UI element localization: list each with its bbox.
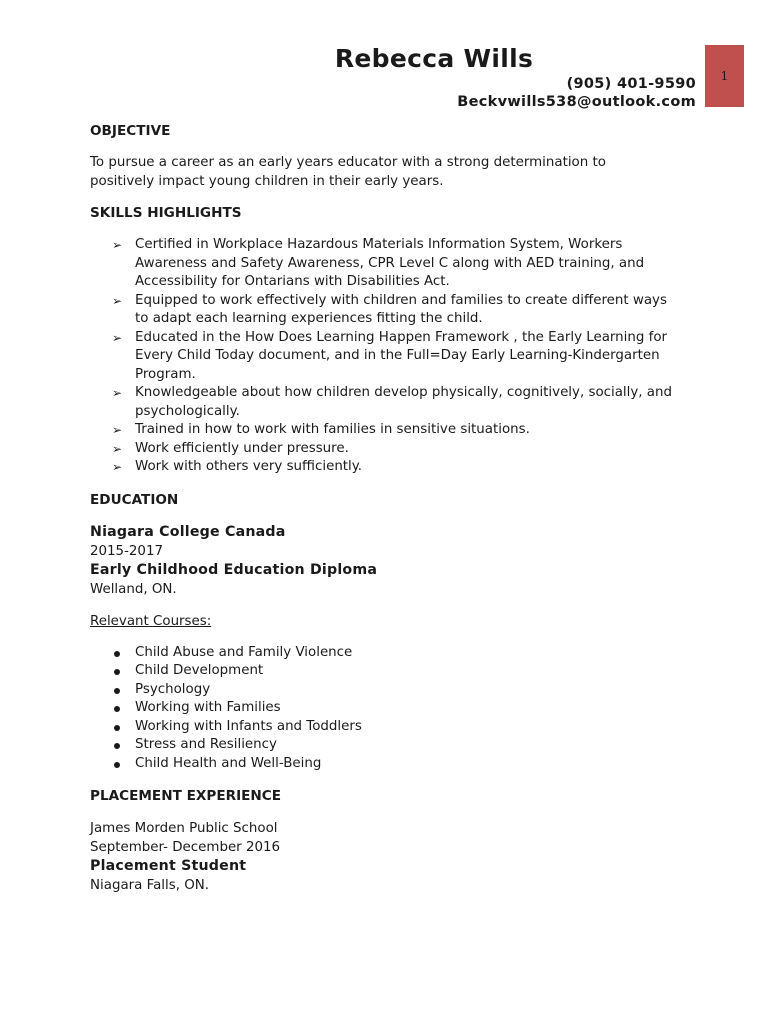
placement-dates: September- December 2016 (90, 840, 281, 855)
resume-body (90, 122, 680, 895)
course-item: Working with Infants and Toddlers (90, 718, 680, 737)
disc-bullet-icon (114, 669, 120, 675)
disc-bullet-icon (114, 651, 120, 657)
arrow-bullet-icon: ➢ (112, 441, 123, 456)
disc-bullet-icon (114, 743, 120, 749)
placement-location: Niagara Falls, ON. (90, 878, 210, 893)
relevant-courses-label: Relevant Courses: (90, 613, 212, 629)
skills-heading: SKILLS HIGHLIGHTS (90, 205, 242, 221)
arrow-bullet-icon: ➢ (112, 330, 123, 345)
arrow-bullet-icon: ➢ (112, 386, 123, 400)
education-location: Welland, ON. (90, 581, 177, 597)
disc-bullet-icon (114, 706, 120, 712)
arrow-bullet-icon: ➢ (112, 460, 123, 474)
skill-item: ➢ Work efficiently under pressure. (90, 440, 680, 459)
skill-item: ➢ Work with others very sufficiently. (90, 458, 680, 477)
disc-bullet-icon (114, 688, 120, 694)
objective-line: To pursue a career as an early years educator with a strong determination to (90, 155, 606, 170)
course-item: Child Health and Well-Being (90, 755, 680, 774)
skill-item: ➢ Certified in Workplace Hazardous Materials Information System, Workers Awareness and Safety Awareness, CPR Level C along with AED training, and Accessibility for Ontarians with Disabilities Act. (112, 237, 645, 289)
skills-list (90, 236, 680, 477)
skill-item: ➢ Knowledgeable about how children develop physically, cognitively, socially, and psychologically. (112, 385, 672, 419)
email-address: Beckvwills538@outlook.com (457, 94, 696, 110)
course-item: Child Abuse and Family Violence (90, 644, 680, 663)
arrow-bullet-icon: ➢ (112, 293, 123, 308)
education-heading: EDUCATION (90, 491, 179, 508)
education-years: 2015-2017 (90, 543, 163, 559)
skill-item: ➢ Educated in the How Does Learning Happen Framework , the Early Learning for Every Child Today document, and in the Full=Day Early Learning-Kindergarten Program. (112, 329, 668, 382)
placement-role: Placement Student (90, 858, 247, 874)
disc-bullet-icon (114, 762, 120, 768)
course-item: Stress and Resiliency (90, 736, 680, 755)
course-item: Psychology (90, 681, 680, 700)
course-item: Child Development (90, 662, 680, 681)
course-item: Working with Families (90, 699, 680, 718)
objective-heading: OBJECTIVE (90, 123, 171, 139)
skill-item: ➢ Equipped to work effectively with children and families to create different ways to adapt each learning experiences fitting the child. (112, 292, 667, 326)
phone-number: (905) 401-9590 (566, 76, 696, 92)
skill-item: ➢ Trained in how to work with families in sensitive situations. (90, 421, 680, 440)
placement-heading: PLACEMENT EXPERIENCE (90, 788, 282, 804)
diploma-title: Early Childhood Education Diploma (90, 561, 378, 578)
candidate-name: Rebecca Wills (334, 44, 534, 73)
objective-line: positively impact young children in their early years. (90, 174, 444, 189)
courses-list (90, 644, 680, 774)
placement-school: James Morden Public School (90, 821, 278, 836)
page-number: 1 (720, 69, 729, 83)
disc-bullet-icon (114, 725, 120, 731)
arrow-bullet-icon: ➢ (112, 238, 123, 252)
arrow-bullet-icon: ➢ (112, 423, 123, 437)
school-name: Niagara College Canada (90, 523, 286, 540)
